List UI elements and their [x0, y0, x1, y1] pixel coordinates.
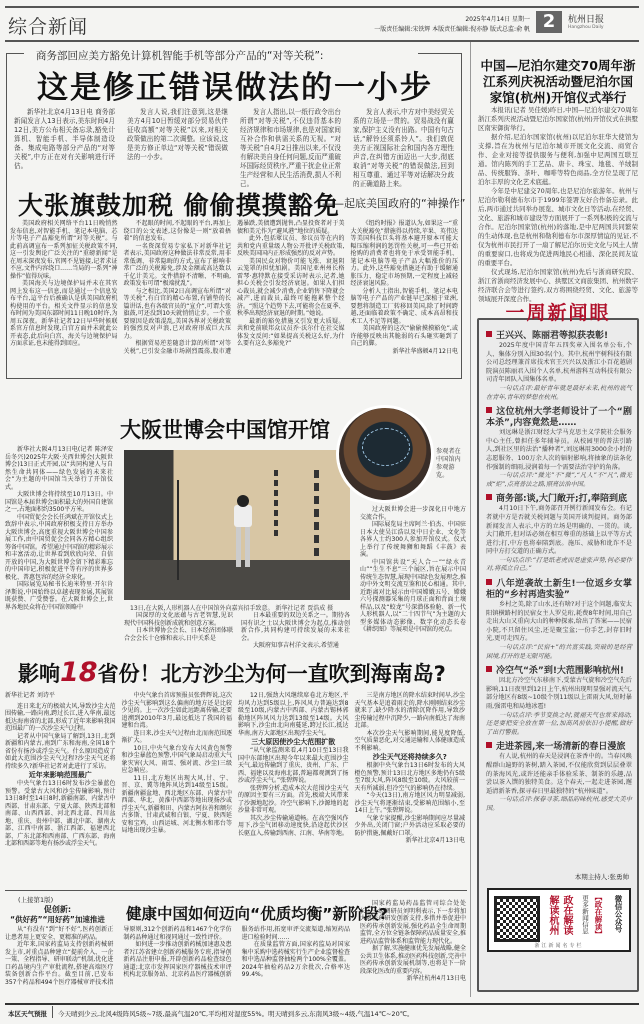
weekly-news-box — [477, 302, 639, 992]
qr-code — [494, 896, 540, 942]
article3-mid-body: 国深厚的文化底蕴与古老智慧,见识现代中国科技创新成就和创意方案。 日本世博协会会长、日本经济团体联合会会长十仓雅和表示,日中关系是 日本最重要的双边关系之一。期待各国有识之士以大阪世博会为起点,推动创新合作,共同构建可持续发展的未来社会。 大阪府知事吉村洋文表示,希望通 — [124, 612, 350, 649]
article1-body: 新华社北京4月13日电 商务部新闻发言人13日表示,美东时间4月12日,美方公布相关备忘录,豁免计算机、智能手机、半导体制造设备、集成电路等部分产品的“对等关税”,中方正在对有关影响进行评估。 发言人说,我们注意到,这是继美方4月10日暂缓对部分贸易伙伴征收高额“对等关税”以来,对相关政策做出的第二次调整。应该说,这是美方修正单边“对等关税”错误做法的一小步。 发言人指出,以一纸行政令出台所谓“对等关税”,不仅违背基本的经济规律和市场规律,也是对国家间互补合作和供需关系的无视。“对等关税”自4月2日推出以来,不仅没有解决美自身任何问题,反而严重破坏国际经贸秩序,严重干扰企业正常生产经营和人民生活消费,损人不利己。 发言人表示,中方对中美经贸关系的立场是一贯的。贸易战没有赢家,保护主义没有出路。中国有句古话,“解铃还须系铃人”。我们敦促美方正视国际社会和国内各方理性声音,在纠错方面迈出一大步,彻底取消“对等关税”的错误做法,回到相互尊重、通过平等对话解决分歧的正确道路上来。 — [14, 108, 455, 188]
side-title: 促创新: — [43, 905, 72, 914]
header-date: 2025年4月14日 星期一 — [465, 16, 530, 23]
article3-headline: 大阪世博会中国馆开馆 — [120, 418, 330, 442]
article1-kicker: 商务部回应美方豁免计算机智能手机等部分产品的“对等关税”: — [36, 50, 324, 62]
news-item[interactable]: 冷空气“杀”到!大范围影响杭州! 因北方冷空气东移南下,受蒙古气旋和冷空气先后影响,11日夜里到12日上午,杭州出现明显强对流天气,部分地区有8级~10级个别11级以上雷雨大风,短时暴雨,强雷电和局地冰雹! 一句话点评:季节变换之时,就福天气也常来捣动,还是要把安全放在第一位,加高风前依旧小提醒,做好了出行警报。 — [486, 666, 632, 736]
weekly-news-title: 一周新闻眼 — [505, 302, 611, 324]
promo-account: 微信公众号 — [614, 895, 623, 933]
article3-right-body: 过大阪世博会进一步深化日中地方交流合作。 国际展览局主席阿兰·伯杰、中国驻日本大使吴江浩以及中日企业、文化等各界人士约300人参加开馆仪式。仪式上举行了传统舞狮和舞蹈《丰鼓》表演。 中国馆共设“天人合一”“绿水青山”“生生不息”三个展区,旨在展示中国传统生态智慧,展现中国绿色发展理念,推动中外文明交流互鉴和民心相通。其中,近距离对比展示由中国嫦娥五号、嫦娥六号探测器采集的月球正面和背面土壤样品,以及“蛟龙”号深潜体验舱、新一代人形机器人,以“二十四节气”为主题的大型多媒体动态影像、数字化动态长卷《耕织图》等展项是中国馆的亮点。 — [360, 506, 466, 633]
article5-body: 从“有没有”到“好不好”,医药创新正让患者用上更安全、更精准的药品。 近年来,国家药监局支持创新药械研发上市,对重点品种建立“提前介入、一企一策、全程指导、研审联动”机制,优化进口药品境内生产审批流程,搭建高端医疗装备创新合作平台。截至目前,已发布357个药品和494个医疗器械审评技术指导原则,312个创新药品和1467个化学仿制药品种通过和视同通过一致性评价。 如何进一步推动创新药械加速惠及患者?江苏省建立创新药械服务专班,指导创新药品注册申报,开辟创新药品检查绿色通道;北京市发挥国家医疗器械技术审评机构北京服务站、北京药品医疗器械创新服务站作用,拓宽审评交流渠道,缩短药品进口检验时间…… 在质量监管方面,国家药监局对国家集中采购中选药械实行生产企业监督检查和中选品种监督抽检两个100%全覆盖。2024年抽检药品2万余批次,合格率达99.4%。 — [5, 926, 350, 986]
promo-side: 更多新闻信息 — [581, 895, 589, 934]
article3-left-body: 新华社大阪4月13日电(记者 陈泽安 岳冬兴)2025年大阪·关西世博会(大阪世博会)13日正式开园,以“共同构建人与自然生命共同体——绿色发展的未来社会”为主题的中国馆当天举行了开馆仪式。 大阪世博会将持续至10月13日。中国馆是本届世博会面积最大的外国自建馆之一,占地面积约3500平方米。 中国贸促会会长任鸿斌在开馆仪式上致辞中表示,中国政府积极支持日方举办大阪世博会,高度重视大阪世博会中国参展工作,由中国贸促会会同各方精心组织筹备中国馆。希望通过中国馆的精彩展示和丰富活动,让世界看到欣欣向荣、自信开放的中国,为大阪世博会留下精彩难忘的中国印记,积极促进平等有序的世界多极化、普惠包容的经济全球化。 国际展览局秘书长迪米特里·开尔肯泽斯说,中国始终以卓越表现参展,其展馆既获赞、广受赞誉。在大阪世博会上,世界各地民众将在中国馆领略中 — [5, 446, 114, 611]
robot-figure — [234, 505, 252, 527]
promo-line-2: 政在解读 — [561, 895, 572, 935]
article5-byline: 新华社杭州4月13日电 — [406, 975, 466, 982]
article1-headline: 这是修正错误做法的一小步 — [37, 70, 433, 106]
article2-body: 美国政府相关网络平台11日晚悄然发布信息,对智能手机、笔记本电脑、芯片等电子产品豁免所谓“对等关税”。与此前高调宣布一系列加征关税政策不同,这一引发舆论广泛关注的“重磅新闻”是在周末深夜发布,官网不见链接,记者求证不应,文件内容绕口……当局的一系列“神操作”值得玩味。 美国海关与边境保护局并未在其官网上发布这一信息,而是通过一个信息发布平台,這平台后被确认是供美国政府机构使用的平台。相关文件显示的信息发布时间为美国东部时间11日晚10时许,为周五深夜。新华社记者12日早些时候联系官方信息时发现,白宫方面并未就此公开表态,此后向白宫、海关与边境保护局方面求证,也未能得到回应。 不起眼的时间,不起眼的平台,再加上绕口的公文表述,这份像是一则“放着捂着”的信息发布。 一名资深贸易专家私下对新华社记者表示,美国政府这种做法非常反常,用非常低调、非常隐晦的方式,宣布了影响非常广泛的关税豁免,涉及金额或高达数以千亿计美元。文件措辞不清晰、不明确,政策发布可谓“极端扰乱”。 与之相比,美国2日高调宣布所谓“对等关税”,有白宫的精心布置,有铺垫的长篇讲话,也有各级官员的“宣介”,可谓大张旗鼓,可还没到10天就悄悄让步。一个重要原因是政策混乱,美国各界对关税政策的强烈反对声浪,已对政府形成巨大压力。 根据贸易逆差随意计算的所谓“对等关税”,已引发金融市场剧烈震荡,股市遭遇暴跌,美债遭到抛售,凸显投资者对于美债和美元作为“避风港”地位的质疑。 此外,包括眾议员、参议员等在内的共和党内重量级人物公开批评关税政策,反映美国国内正形成强烈的反对声势。 美国民众对物价可能飞涨、衰退阴云笼罩的担忧加剧。美国尼亚州州长格雷琴·惠特默在接受采访时表示,记者,她担心关税会引发经济衰退。如果人们担心裁员,就会减少消费,企业销售下降就会减产,进而裁员,最终可能拖累整个经济。“照这个趋势下去,可能将会在夏季、秋季出现经济衰退的时期。”她说。 最新的豁免措施又引发更大质疑。共和党前联邦众议员乔·沃尔什在社交媒体发文反问:“如果提高关税这么好,为什么要有这么多豁免?” 《纽约时报》报道认为,如果这一“重大关税豁免”措施得以持续,苹果、英伟达等美国科技巨头将基本避开原本可能大幅压缩利润的惩罚性关税,可一些已开始抢购的消费者也将免于承受智能手机、笔记本电脑等电子产品大幅涨价的压力。此外,这些豁免措施还有助于缓解通胀压力、稳定市场预期,一定程度上减轻经济衰退风险。 分析人士指出,智能手机、笔记本电脑等电子产品的产业链早已深植于亚洲,要想将制造工厂转移回美国,除了时间跨越,还面临着政策不确定、成本高昂和技术工人不足等问题。 美国政府的这次“偷偷摸摸豁免”,或许能够反映出其脆弱的石头砸实砸到了自己的脚。 新华社华盛顿4月12日电 — [10, 220, 458, 355]
news-item[interactable]: 走进茶园,来一场清新的春日漫旅 有人说,杭州的春天是浸润在茶香中的。当春风唤醒群山遍野的茶树,踏入茶园,不仅能欣赏到层层叠翠的茶海风光,或许还能亲手体验采茶、制茶的乐趣,品尝以茶入馔的独特美食。这个春天,一起走进茶园,邂逅清新茶香,探寻春日里最独特的“杭州味道”。 一句话点评:探春寻茶,细品韵味杭州,感受大美中国。 — [486, 742, 632, 812]
news-item[interactable]: 这位杭州大学老师设计了一个“剧本杀”,内容竟然是…… 刘远琳是浙江财经大学马克思主义学院社会服务中心主任,曾担任多年辅导员。从校园里的普法引路人,到社区里的法治“播种者”,刘远琳用3000余小时的志愿服务、100万余人次的辐射影响,将抽象的法条化作强制的细雨,浸润着每一个需要法治守护的角落。 一句话点评:“微光”不“微”,“凡人”不“凡”,微光成“炬”,点亮普法之路,照亮法治中国。 — [486, 407, 632, 488]
paper-logo: 杭州日报 — [568, 15, 605, 25]
photo-caption: 13日,在大阪,人形机器人在中国馆外向嘉宾招手致意。 新华社记者 贾浩成 摄 — [130, 605, 334, 612]
article5-col4: 国家药监局药品监管司综合处处长、一级调研员刘明利表示,下一步将加大对医药研发创新支持,多措并举促进中医药传承创新发展,强化药品全生命周期监管,全方位全链条保障药品质量安全,推进药品监管体系和监管能力现代化。 据了解,实施健康优先发展战略,健全公共卫生体系,推动医药科技创新,完善中医药传承创新发展机制等,也将是下一阶段深化医改的重要内容。 新华社杭州4月13日电 — [360, 900, 466, 982]
article2-subhead: ——起底美国政府的“神操作” — [322, 197, 466, 210]
sidebar-headline: 中国—尼泊尔建交70周年浙江系列庆祝活动暨尼泊尔国家馆(杭州)开馆仪式举行 — [480, 58, 636, 105]
article4-byline: 新华社北京4月13日电 — [405, 837, 465, 844]
host-credit: 本期主持人:张勇帅 — [574, 873, 629, 881]
inset-photo — [336, 405, 434, 503]
promo-footer: 浙江新闻名专栏 — [534, 943, 584, 949]
news-item[interactable]: 商务部:谈,大门敞开;打,奉陪到底 4月10日下午,商务部召开例行新闻发布会。有记者就中方是否就关税问题与美国开谈判提问。商务部新闻发言人表示,中方的立场是明确的、一贯的。谈,大门敞开,但对话必须在相互尊重的基础上以平等方式进行;打,中方也将奉陪到底。施压、威胁和讹诈不是同中方打交道的正确方式。 一句话点评:“打是纸老虎而是虚张声势,何必要作对,将孤立自己。” — [486, 494, 632, 573]
header-editors: 一版责任编辑:宋铁辉 本版责任编辑:倪亦静 版式总监:俞 帆 — [374, 26, 530, 33]
promo-line-1: 解读杭州 — [547, 895, 558, 935]
promo-bracket: 【政在解读】 — [594, 893, 603, 938]
section-title: 综合新闻 — [8, 16, 89, 38]
paper-logo-en: Hangzhou Daily — [568, 25, 604, 30]
sidebar-body: 本报讯(记者 吴佳媛)昨日,中国—尼泊尔建交70周年浙江系列庆祝活动暨尼泊尔国家馆(杭州)开馆仪式在拱墅区南宋御街举行。 据介绍,尼泊尔国家馆(杭州)以尼泊尔驻华大使馆为支撑,旨在为杭州与尼泊尔城市开展文化交流、商贸合作、企业对接等提供服务与便利,加强中尼两国互联互通。馆内陈列的手工艺品、唐卡、珠宝、地毯、羊绒制品、传统服饰、茶叶、咖啡等特色商品,全方位呈现了尼泊尔丰厚的文化艺术底蕴。 今年是中尼建交70周年,也是尼泊尔旅游年。杭州与尼泊尔勒利德布尔市于1999年签署友好合作备忘录。此后,两市通过共同举办展览、城市文化日等活动,在经贸、文化、旅游和城市建设等方面展开了一系列积极的交流与合作。尼泊尔国家馆(杭州)的落地,是中尼两国共同繁荣的生动体现,也是杭州和勒利德布尔市深厚情谊的见证,不仅为杭州市民打开了一扇了解尼泊尔历史文化与风土人情的重要窗口,也将成为促进两地民心相通、深化民间友谊的重要平台。 仪式现场,尼泊尔国家馆(杭州)先后与浙商研究院、浙江省浙商经济发展中心、拱墅区文商旅集团、杭州数字经济联合会等进行签约,双方将围绕经贸、文化、旅游等领域展开深度合作。 — [478, 106, 638, 303]
robot-photo — [124, 450, 350, 600]
article5-headline: 健康中国如何迈向“优质均衡”新阶段? — [126, 905, 388, 923]
news-item[interactable]: 八年逆袭故土新生!一位返乡女掌柜的“乡村再造实验” 乡村之美,除了山水,还有啥?对于这个问题,临安太阳镇横路村的民宿女主人罗兑珩,耗费8年时间,用自己走出大山又重向大山的种种探索,给出了答案——民宿小院,不只留住风尘,还是聚宝盆;一份手艺,封存旧时光,更可走四方。 一句话点评:“民宿+”的共富实践,突破的是经营困境,打开的是无限可能。 — [486, 579, 632, 660]
article4-headline: 影响18省份！北方沙尘为何一直吹到海南岛? — [18, 657, 446, 688]
weather-text: 今天晴到少云,北风4级阵风5级~7级,最高气温20℃,平均相对湿度55%。明天晴到多云,东南风3级~4级,气温14℃~20℃。 — [58, 1010, 414, 1018]
side-subtitle: “供好药”“用好药”加速推进 — [10, 915, 105, 924]
headline-number: 18 — [60, 657, 98, 688]
page-number: 2 — [536, 11, 562, 33]
weather-label: 本区天气预报 — [8, 1010, 47, 1018]
weekly-news-list — [486, 326, 632, 866]
jump-note: (上接第1版) — [18, 896, 54, 904]
news-item[interactable]: 王兴兴、陈丽君等拟获表彰! 2025年度中国青年五四奖章入围名单公布,个人、集体分别入围30名(个)。其中,杭州宇树科技有限公司总经理兼首席技术官王兴兴以及浙江小百花越剧院演员陈丽君入围个人名单,杭州游科互动科技有限公司青年团队入围集体名单。 一句话点评:最好青年就是最好未来,杭州的底气在青年,青年的梦想在杭州。 — [486, 331, 632, 401]
inset-caption: 参观者在中国馆内参观游览。 — [436, 448, 461, 479]
promo-box — [487, 888, 631, 952]
article2-headline: 大张旗鼓加税 偷偷摸摸豁免 — [18, 191, 340, 220]
article4-body: 新华社记者 刘诗平 连日来北方的极端大风,导致沙尘大范围传输,一路向南,跨过长江,进入华南,最远抵达海南省的北部,形成了近年来影响我国范围最广的一次沙尘天气过程。 记者从中国气象局了解到,13日,北到新疆和内蒙古,南到广东和海南,全国18个省份有扬沙或浮尘天气。什么原因造成了如此大范围沙尘天气过程?沙尘天气还将持续多久?新华社记者对此进行了采访。 近年来影响范围最广 中央气象台13日6时发布沙尘暴蓝色预警。受蒙古大风和沙尘传输影响,预计13日8时至14日8时,新疆南部、内蒙古中西部、甘肃东部、宁夏大部、陕西北部和南部、山西西部、河北西北部、四川盆地、重庆、贵州中部、湖北中部、湖南大部、江西中南部、浙江西部、福建西北部、广东北部和西南部、广西东部、海南北部和西部等地有扬沙或浮尘天气。 中央气象台首席预报员张碧辉说,这次沙尘天气影响到这么偏南的地方还是比较少见的。上一次沙尘如此远距离传输,还要追溯到2010年3月,最远抵达了我国的福建和台湾。 连日来,沙尘天气过程由北而南范围逐渐扩大。 10日,中央气象台发布大风黄色预警和沙尘暴蓝色预警,中国气象局启动重大气象灾害(大风、雨雪、强对流、沙尘)三级应急响应。 11日,北方地区出现大风,甘、宁、晋、京、冀等地阵风达到14级至15级。新疆南疆盆地、西北地区东部、内蒙古中西部、华北、黄淮中西部等地出现扬沙或浮尘天气,新疆和田、内蒙古阿拉善和额尔古多斯、甘肃武威和白银、宁夏、陕西延安和宝鸡、山西运城、河北衡水和邢台等局地出现沙尘暴。 12日,强劲大风继续席卷北方地区,平均风力达到5级以上,阵风风力普遍达到8级至10级,内蒙古中西部、内蒙古锡林郭勒地区阵风风力达到13级至14级。大风影响下,沙尘由北向南蔓延,跨过长江,抵达华南,南方大部地区出现浮尘天气。 三大原因使沙尘大范围扩散 “从气象监测来看,4月10日至13日我国中东部地区出现今年以来最大范围沙尘天气,最远传输到了重庆、贵州、广东、广西、福建以及海南北部,普遍都观测到了扬沙或浮尘天气。”张碧辉说。 张碧辉分析,造成本次大范围沙尘天气的原因主要有三方面。首先,极端大风带来了沙源地起沙。冷空气影响下,沙源地的起沙量非常可观。 其次,沙尘传输通道畅。在高空强风作用下,沙尘气团移动速度快,沿途起伏沙区长驱直入,传输到西南、江南、华南等地。 三是南方地区的降水结束时间早,沙尘天气基本是追着雨走的,降水刚刚结束沙尘就来了,缺少降水的清除沉降作用,导致沙尘传输过程中沉降少,一路向南抵达了海南北部。 本次沙尘天气影响期间,能见度降低,空气质量恶化,对交通运输和人体健康造成不利影响。 沙尘天气还将持续多久? 根据中央气象台13日6时发布的大风橙色预警,预计13日北方地区多地仍有5级至7级大风,阵风8级至10级。大风较前一天有所减弱,但冷空气的影响仍在持续。 “今天(13日),南方地区风力明显减弱,沙尘天气将逐渐结束,受影响范围缩小,至14日上午。”张碧辉说。 气象专家提醒,沙尘影响期间应尽量减少外出,关闭门窗;户外活动应采取必要的防护措施,佩戴好口罩。 新华社北京4月13日电 — [5, 692, 465, 847]
article2-byline: 新华社华盛顿4月12日电 — [392, 347, 458, 355]
